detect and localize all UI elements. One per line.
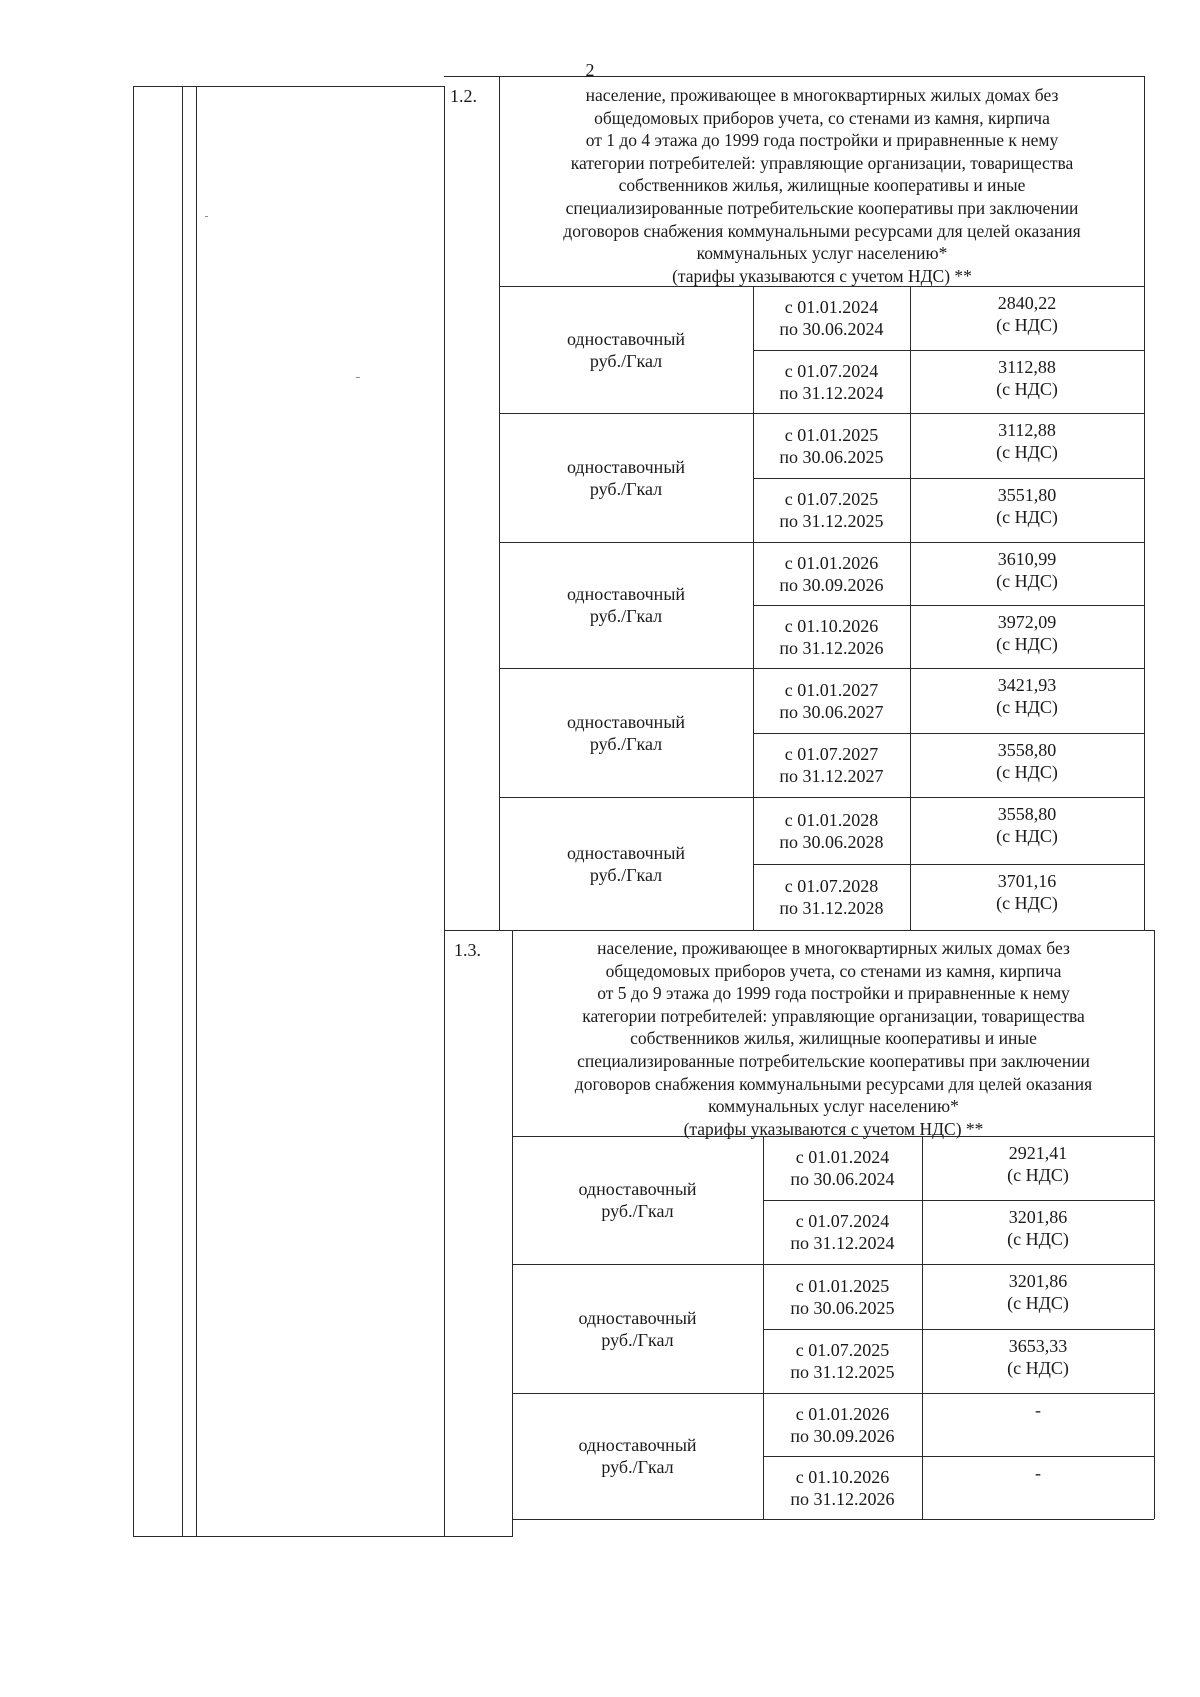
description-line: собственников жилья, жилищные кооперативы и иные [618,175,1026,196]
tariff-unit: руб./Гкал [589,606,663,626]
tariff-type-cell [499,797,753,930]
section-number: 1.2. [450,86,477,106]
period-cell [763,1136,922,1200]
tariff-value-cell [922,1264,1154,1335]
section-number: 1.3. [454,940,481,960]
tariff-type: одноставочный [566,456,686,477]
table-divider-1 [182,86,183,1536]
tariff-value: 2840,22 [997,293,1057,313]
tariff-value-cell [922,1393,1154,1462]
period-to: по 31.12.2027 [779,766,884,786]
period-from: с 01.07.2025 [795,1340,890,1360]
tariff-value: 3201,86 [1008,1271,1068,1291]
tariff-value: - [1035,1400,1041,1420]
vat-note: (с НДС) [996,507,1058,527]
tariff-value-cell [910,478,1144,548]
period-from: с 01.01.2025 [784,424,879,445]
tariff-value: 3558,80 [997,804,1057,824]
table-border-top [133,86,445,87]
tariff-value: 3972,09 [997,612,1057,632]
tariff-type: одноставочный [566,328,686,349]
tariff-value-cell [910,413,1144,484]
tariff-unit: руб./Гкал [601,1457,674,1477]
tariff-value: 3421,93 [997,675,1057,695]
tariff-value-cell [910,542,1144,611]
description-line: (тарифы указываются с учетом НДС) ** [672,265,972,286]
tariff-value: 3112,88 [998,357,1056,377]
tariff-value-cell [910,797,1144,870]
table-divider-2 [196,86,197,1536]
tariff-value-cell [910,605,1144,674]
vat-note: (с НДС) [1007,1165,1069,1185]
period-cell [753,864,910,930]
period-cell [763,1200,922,1264]
vat-note: (с НДС) [996,379,1058,399]
tariff-value-cell [910,733,1144,803]
tariff-value-cell [922,1200,1154,1270]
table-divider-3 [444,86,445,1536]
tariff-type-cell [512,1136,763,1264]
period-to: по 30.06.2025 [779,446,884,467]
period-from: с 01.01.2026 [795,1403,890,1424]
vat-note: (с НДС) [996,442,1058,462]
vat-note: (с НДС) [996,826,1058,846]
group-right-line [1144,542,1145,668]
group-right-line [1144,413,1145,542]
tariff-type-cell [499,286,753,413]
tariff-value: 3551,80 [997,485,1057,505]
tariff-value: 3201,86 [1008,1207,1068,1227]
vat-note: (с НДС) [996,634,1058,654]
tariff-value: - [1035,1463,1041,1483]
period-to: по 31.12.2028 [779,898,884,918]
table-border-bottom [133,1536,513,1537]
tariff-type: одноставочный [578,1435,697,1455]
tariff-unit: руб./Гкал [589,733,663,754]
period-from: с 01.07.2027 [784,744,879,764]
tariff-type-cell [512,1393,763,1519]
tariff-type: одноставочный [566,842,686,863]
description-line: собственников жилья, жилищные кооперативы и иные [630,1028,1037,1049]
description-line: специализированные потребительские кооперативы при заключении [577,1050,1090,1071]
period-to: по 30.06.2024 [779,319,884,339]
period-from: с 01.10.2026 [795,1466,890,1487]
section-1-3-top [444,930,1154,931]
period-to: по 31.12.2024 [779,382,884,403]
period-cell [763,1329,922,1393]
period-from: с 01.01.2028 [784,809,879,830]
period-to: по 30.09.2026 [779,574,884,595]
tariff-value: 2921,41 [1008,1143,1068,1163]
group-right-line [1144,797,1145,930]
tariff-type-cell [499,413,753,542]
tariff-type-cell [499,668,753,797]
period-cell [753,797,910,864]
period-cell [753,286,910,350]
section-description [500,84,1144,287]
description-line: от 5 до 9 этажа до 1999 года постройки и приравненные к нему [597,983,1070,1004]
period-cell [753,605,910,668]
period-cell [763,1264,922,1329]
description-line: общедомовых приборов учета, со стенами из камня, кирпича [594,107,1050,128]
tariff-value: 3112,88 [998,420,1056,440]
vat-note: (с НДС) [1007,1358,1069,1378]
period-from: с 01.01.2025 [795,1275,890,1296]
description-line: коммунальных услуг населению* [696,243,948,264]
tariff-type: одноставочный [578,1179,697,1199]
tariff-unit: руб./Гкал [601,1329,674,1350]
period-cell [753,350,910,413]
period-from: с 01.01.2024 [784,297,879,317]
period-cell [753,668,910,733]
period-cell [753,478,910,542]
period-to: по 30.09.2026 [790,1425,895,1446]
description-line: население, проживающее в многоквартирных жилых домах без [597,938,1070,958]
description-line: население, проживающее в многоквартирных жилых домах без [585,85,1059,105]
period-to: по 30.06.2028 [779,831,884,852]
tariff-value: 3610,99 [997,549,1057,569]
description-line: (тарифы указываются с учетом НДС) ** [683,1118,984,1139]
period-from: с 01.10.2026 [784,615,879,636]
tariff-value-cell [910,286,1144,356]
description-line: общедомовых приборов учета, со стенами из камня, кирпича [605,960,1062,981]
period-cell [753,413,910,478]
period-cell [763,1393,922,1456]
description-line: от 1 до 4 этажа до 1999 года постройки и приравненные к нему [585,130,1059,151]
period-cell [753,733,910,797]
period-to: по 31.12.2026 [779,637,884,658]
period-to: по 30.06.2024 [790,1169,895,1189]
period-from: с 01.07.2028 [784,876,879,896]
tariff-type-cell [512,1264,763,1393]
tariff-type: одноставочный [566,584,686,604]
tariff-value-cell [910,864,1144,936]
tariff-type: одноставочный [578,1307,697,1328]
group-right-line [1154,1393,1155,1519]
tariff-value-cell [910,350,1144,419]
tariff-unit: руб./Гкал [589,478,663,499]
tariff-value-cell [922,1456,1154,1525]
tariff-type: одноставочный [566,711,686,732]
description-line: коммунальных услуг населению* [708,1096,959,1117]
description-line: специализированные потребительские кооперативы при заключении [565,197,1079,218]
period-to: по 31.12.2025 [790,1362,895,1382]
period-to: по 30.06.2025 [790,1297,895,1318]
vat-note: (с НДС) [996,571,1058,591]
group-right-line [1154,1136,1155,1264]
period-to: по 31.12.2024 [790,1233,895,1253]
period-from: с 01.01.2027 [784,679,879,700]
description-line: договоров снабжения коммунальными ресурсами для целей оказания [563,220,1081,241]
vat-note: (с НДС) [996,762,1058,782]
group-right-line [1144,286,1145,413]
period-to: по 31.12.2026 [790,1488,895,1509]
section-1-3-right [1154,930,1155,1136]
tariff-unit: руб./Гкал [589,350,663,371]
period-to: по 30.06.2027 [779,701,884,722]
description-line: договоров снабжения коммунальными ресурсами для целей оказания [574,1073,1093,1094]
tariff-value: 3558,80 [997,740,1057,760]
period-from: с 01.07.2024 [784,360,879,381]
tariff-unit: руб./Гкал [601,1201,674,1221]
tariff-value-cell [922,1329,1154,1399]
vat-note: (с НДС) [1007,1293,1069,1313]
period-from: с 01.01.2024 [795,1147,890,1167]
description-line: категории потребителей: управляющие организации, товарищества [582,1005,1085,1026]
tariff-value-cell [922,1136,1154,1206]
tariff-value: 3653,33 [1008,1336,1068,1356]
section-1-2-right [1144,76,1145,286]
tariff-value: 3701,16 [997,871,1057,891]
period-from: с 01.07.2024 [795,1211,890,1231]
table-border-left [133,86,134,1536]
period-to: по 31.12.2025 [779,511,884,531]
group-right-line [1154,1264,1155,1393]
tariff-type-cell [499,542,753,668]
page-number: 2 [585,60,595,80]
group-right-line [1144,668,1145,797]
vat-note: (с НДС) [1007,1229,1069,1249]
vat-note: (с НДС) [996,893,1058,913]
period-from: с 01.07.2025 [784,489,879,509]
section-1-2-top [444,76,1144,77]
tariff-value-cell [910,668,1144,739]
section-description [513,937,1154,1140]
period-cell [763,1456,922,1519]
vat-note: (с НДС) [996,315,1058,335]
tariff-unit: руб./Гкал [589,864,663,885]
period-from: с 01.01.2026 [784,552,879,573]
description-line: категории потребителей: управляющие организации, товарищества [570,152,1074,173]
scan-speck [205,216,208,217]
scan-speck [356,377,360,378]
period-cell [753,542,910,605]
vat-note: (с НДС) [996,697,1058,717]
